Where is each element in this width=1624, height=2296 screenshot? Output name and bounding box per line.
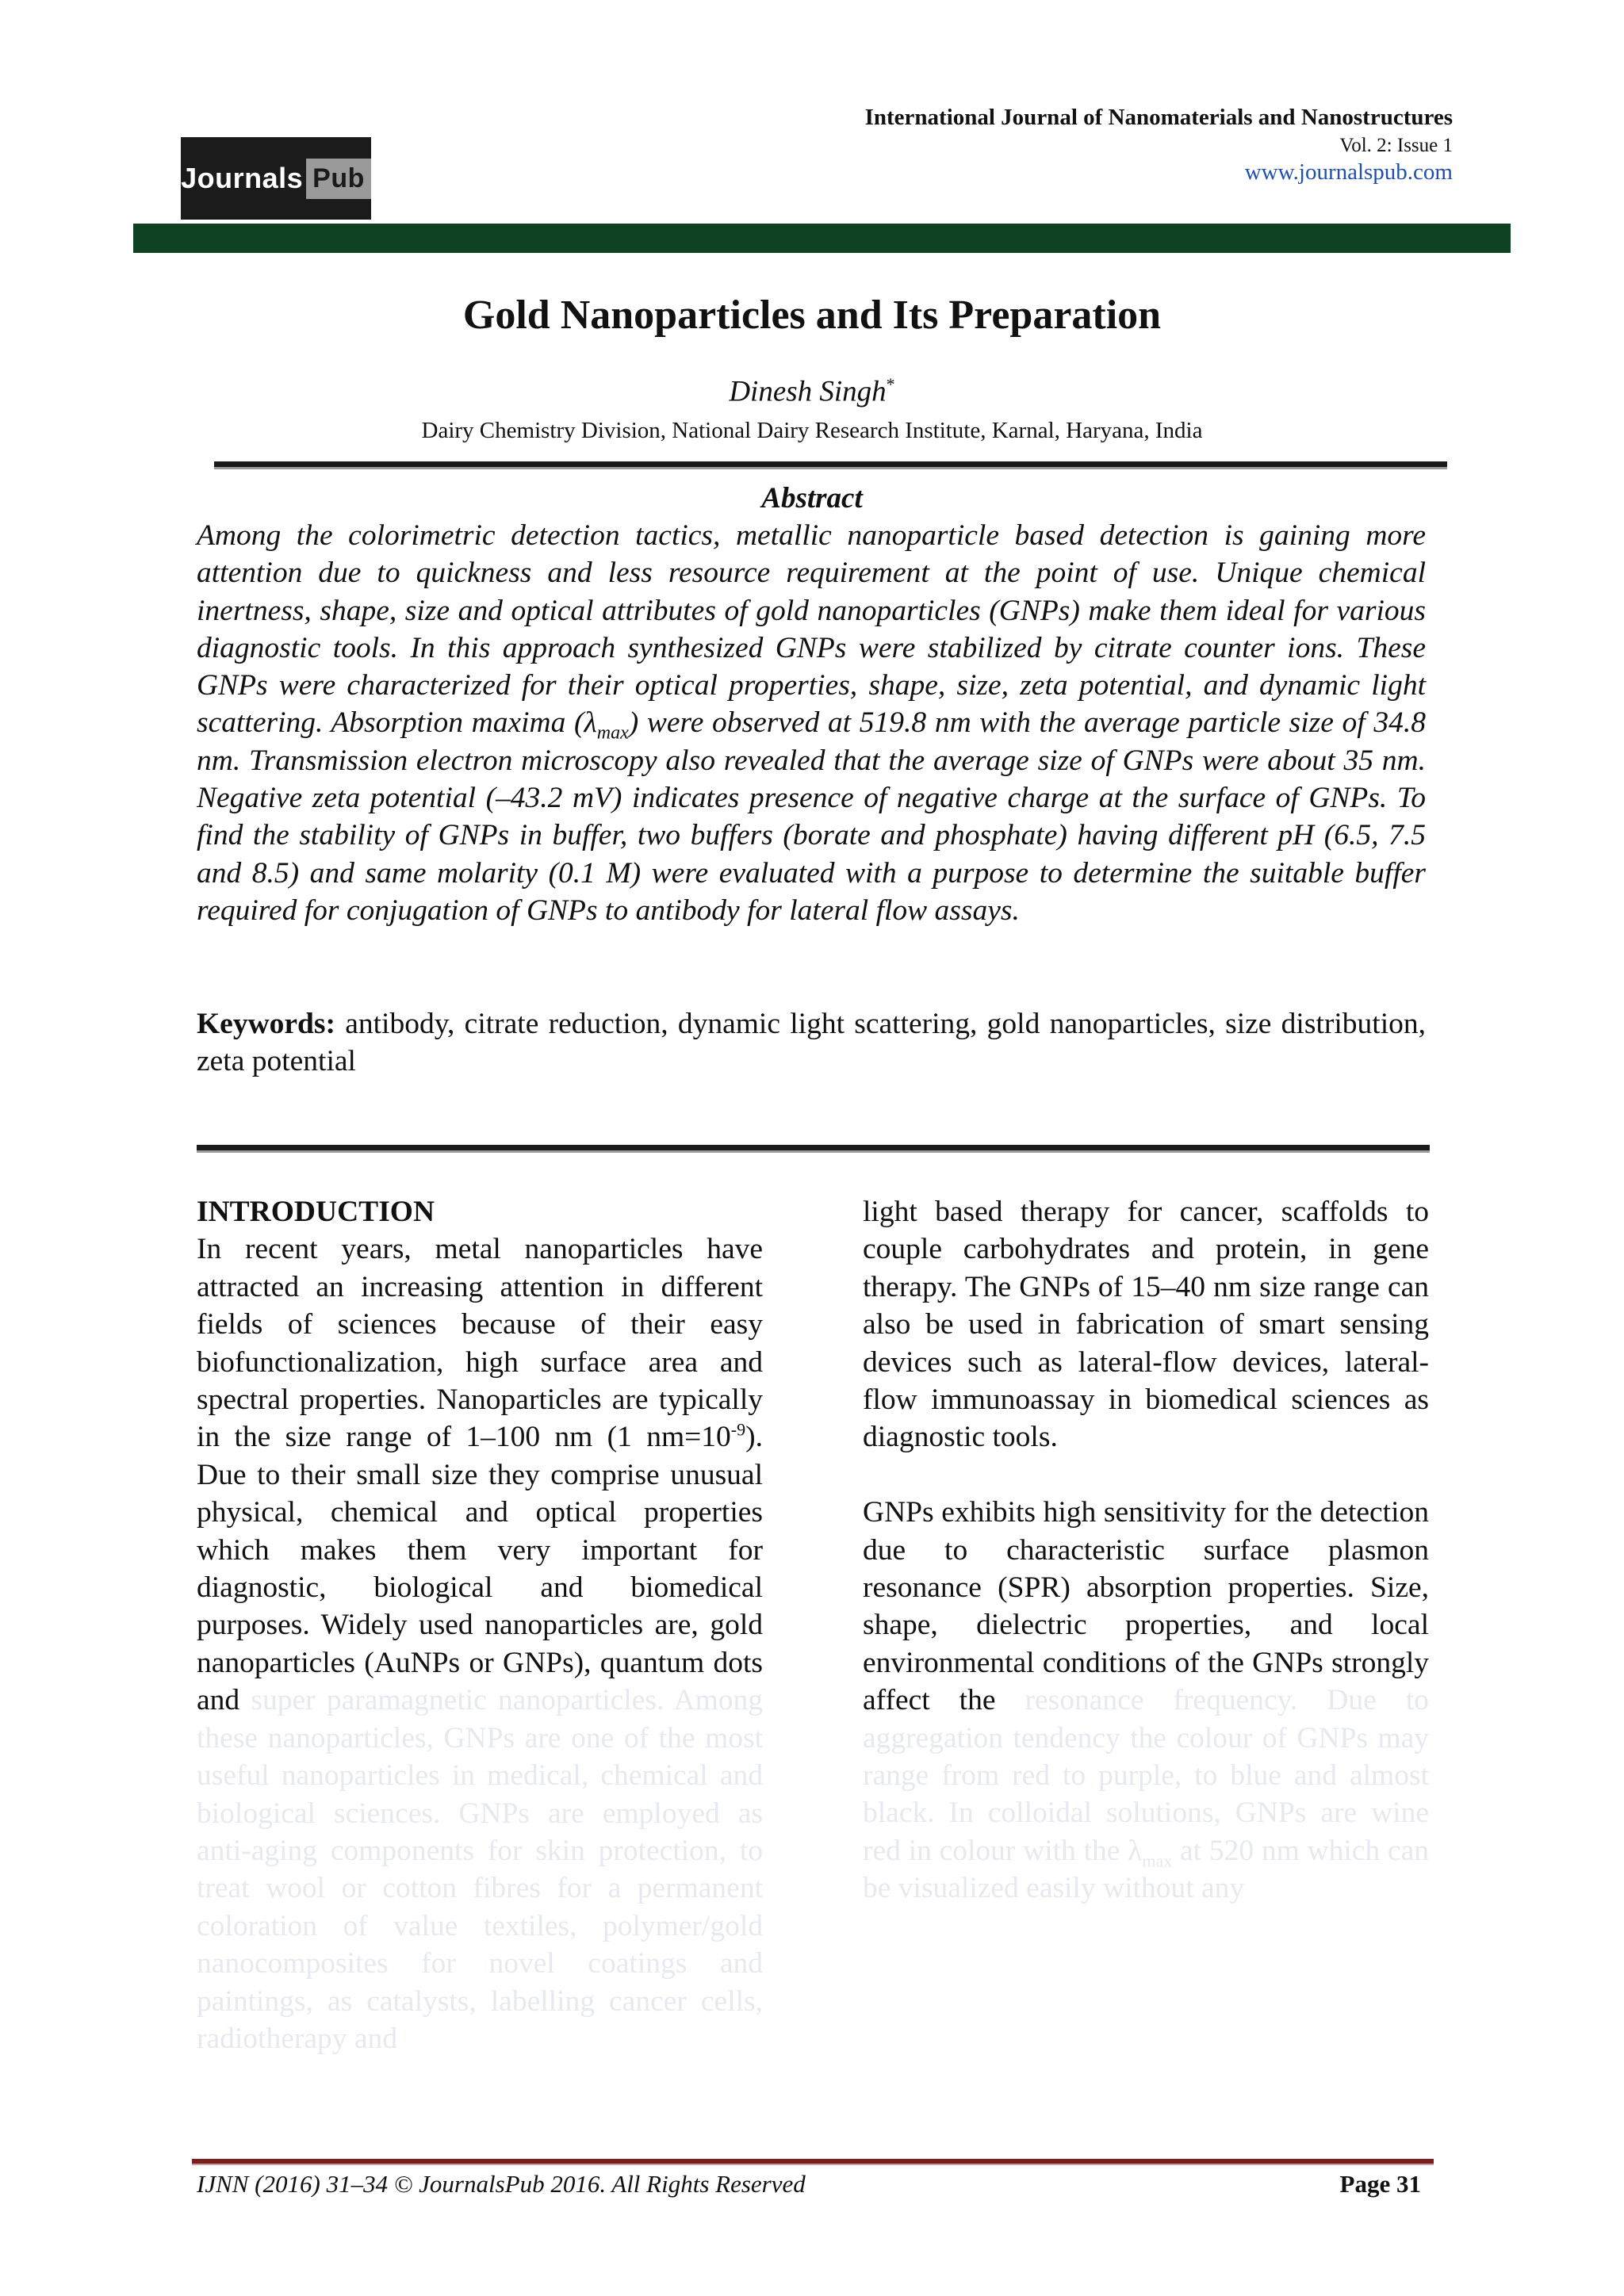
abstract-text (197, 517, 1426, 929)
author-name: Dinesh Singh (729, 375, 887, 408)
journal-name: International Journal of Nanomaterials and Nanostructures (864, 105, 1453, 130)
article-title: Gold Nanoparticles and Its Preparation (462, 293, 1162, 338)
logo-text-pub: Pub (306, 159, 371, 199)
faded-text: super paramagnetic nanoparticles. Among these nanoparticles, GNPs are one of the most useful nanoparticles in medical, chemical and biological sciences. GNPs are employed as anti-aging components for skin protection, to treat wool or cotton fibres for a permanent coloration of value textiles, polymer/gold nanocomposites for novel coatings and paintings, as catalysts, labelling cancer cells, radiotherapy and (197, 1684, 763, 2055)
faded-text: resonance frequency. Due to aggregation tendency the colour of GNPs may range from red to purple, to blue and almost black. In colloidal solutions, GNPs are wine red in colour with the λ (863, 1684, 1430, 1867)
paragraph (197, 1230, 763, 2057)
journalspub-logo (181, 137, 371, 220)
keywords (197, 1005, 1426, 1081)
faded-text: at 520 nm which can be visualized easily without any (863, 1834, 1430, 1905)
paragraph-text: ). Due to their small size they comprise unusual physical, chemical and optical properties which makes them very important for diagnostic, biological and biomedical purposes. Widely used nanoparticles are, gold nanoparticles (AuNPs or GNPs), quantum dots and (197, 1421, 763, 1717)
paragraph-text: GNPs exhibits high sensitivity for the detection due to characteristic surface plasmon resonance (SPR) absorption properties. Size, shape, dielectric properties, and local environmental conditions of the GNPs strongly affect the (863, 1496, 1429, 1717)
journal-website-link[interactable]: www.journalspub.com (1244, 159, 1453, 185)
abstract-text-part: ) were observed at 519.8 nm with the average particle size of 34.8 nm. Transmission electron microscopy also revealed that the average size of GNPs were about 35 nm. Negative zeta potential (–43.2 mV) indicates presence of negative charge at the surface of GNPs. To find the stability of GNPs in buffer, two buffers (borate and phosphate) having different pH (6.5, 7.5 and 8.5) and same molarity (0.1 M) were evaluated with a purpose to determine the suitable buffer required for conjugation of GNPs to antibody for lateral flow assays. (197, 706, 1426, 927)
keywords-list: antibody, citrate reduction, dynamic light scattering, gold nanoparticles, size distribution, zeta potential (197, 1008, 1426, 1078)
footer-divider (192, 2159, 1434, 2164)
divider (197, 1145, 1430, 1150)
author-affiliation: Dairy Chemistry Division, National Dairy Research Institute, Karnal, Haryana, India (421, 418, 1203, 443)
paragraph-text: In recent years, metal nanoparticles have attracted an increasing attention in different fields of sciences because of their easy biofunctionalization, high surface area and spectral properties. Nanoparticles are typically in the size range of 1–100 nm (1 nm=10 (197, 1233, 763, 1454)
divider (214, 461, 1447, 467)
volume-issue: Vol. 2: Issue 1 (1339, 135, 1453, 156)
page-number: Page 31 (1339, 2170, 1421, 2198)
paragraph: light based therapy for cancer, scaffolds to couple carbohydrates and protein, in gene therapy. The GNPs of 15–40 nm size range can also be used in fabrication of smart sensing devices such as lateral-flow devices, lateral-flow immunoassay in biomedical sciences as diagnostic tools. (863, 1196, 1429, 1454)
author-footnote-mark: * (886, 374, 895, 394)
section-heading-introduction: INTRODUCTION (197, 1196, 435, 1228)
abstract-heading: Abstract (761, 482, 863, 515)
header-bar (133, 224, 1511, 253)
abstract-text-part: Among the colorimetric detection tactics, metallic nanoparticle based detection is gaining more attention due to quickness and less resource requirement at the point of use. Unique chemical inertness, shape, size and optical attributes of gold nanoparticles (GNPs) make them ideal for various diagnostic tools. In this approach synthesized GNPs were stabilized by citrate counter ions. These GNPs were characterized for their optical properties, shape, size, zeta potential, and dynamic light scattering. Absorption maxima (λ (197, 519, 1426, 740)
keywords-label: Keywords: (197, 1008, 335, 1040)
lambda-subscript: max (596, 722, 629, 744)
superscript: -9 (730, 1419, 746, 1440)
body-column-left (197, 1193, 763, 2057)
footer-citation: IJNN (2016) 31–34 © JournalsPub 2016. All Rights Reserved (197, 2170, 806, 2198)
paragraph (863, 1494, 1429, 1907)
author-line (0, 374, 1624, 408)
body-column-right (863, 1193, 1429, 1908)
lambda-subscript: max (1142, 1850, 1173, 1871)
logo-text-journals: Journals (181, 162, 304, 194)
